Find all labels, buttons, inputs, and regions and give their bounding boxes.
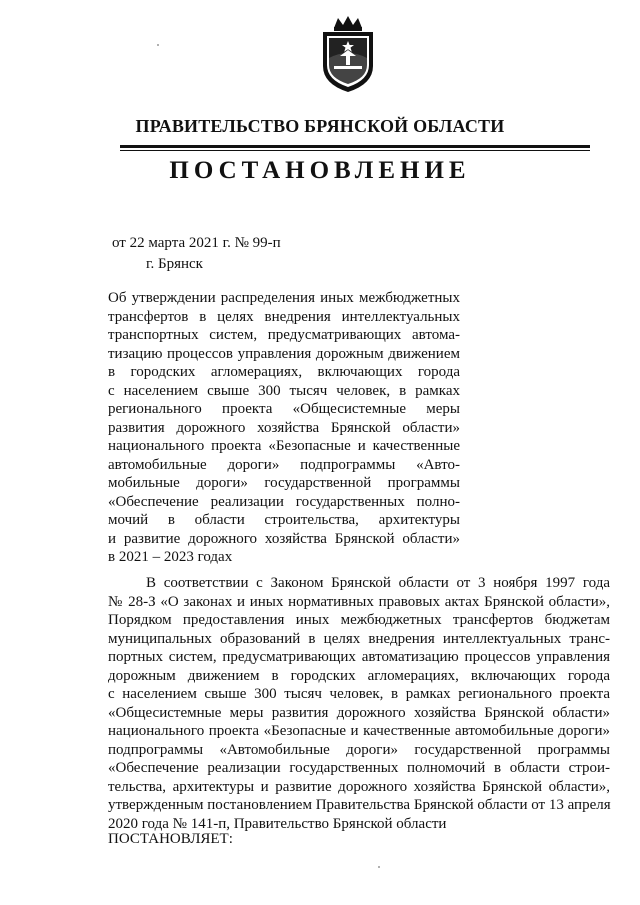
subject-line: с населением свыше 300 тысяч человек, в рамках — [108, 382, 460, 399]
document-subject — [108, 289, 460, 567]
header-rule-thick — [120, 145, 590, 148]
subject-line: национального проекта «Безопасные и качественные — [108, 438, 460, 454]
document-type-title: ПОСТАНОВЛЕНИЕ — [169, 157, 471, 184]
subject-line: Об утверждении распределения иных межбюджетных — [108, 290, 460, 306]
body-line: утвержденным постановлением Правительства Брянской области от 13 апреля — [108, 797, 611, 813]
subject-line: «Обеспечение реализации государственных полно- — [108, 493, 460, 510]
bryansk-coat-of-arms-icon — [318, 14, 378, 94]
document-date-number: от 22 марта 2021 г. № 99-п — [112, 235, 281, 251]
subject-line: тизацию процессов управления дорожным движением — [108, 345, 460, 362]
subject-line: мочий в области строительства, архитектуры — [108, 512, 460, 528]
subject-line: транспортных систем, предусматривающих автома- — [108, 327, 460, 343]
scan-speck — [378, 866, 380, 868]
body-line: дорожным движением в городских агломерациях, включающих города — [108, 667, 610, 684]
body-line: «Общесистемные меры развития дорожного хозяйства Брянской области» — [108, 704, 610, 721]
subject-line: автомобильные дороги» подпрограммы «Авто- — [108, 456, 460, 473]
body-line: «Обеспечение реализации государственных полномочий в области строи- — [108, 760, 610, 776]
body-line: Порядком предоставления иных межбюджетных трансфертов бюджетам — [108, 612, 610, 628]
body-line: портных систем, предусматривающих автоматизацию процессов управления — [108, 649, 610, 665]
body-line: 2020 года № 141-п, Правительство Брянской области — [108, 815, 447, 832]
subject-line: развития дорожного хозяйства Брянской области» — [108, 419, 460, 436]
body-line: с населением свыше 300 тысяч человек, в рамках регионального проекта — [108, 686, 610, 702]
document-body-paragraph — [108, 574, 610, 833]
body-line: национального проекта «Безопасные и качественные автомобильные дороги» — [108, 723, 610, 739]
body-line: подпрограммы «Автомобильные дороги» государственной программы — [108, 741, 610, 758]
body-line: № 28-З «О законах и иных нормативных правовых актах Брянской области», — [108, 593, 610, 610]
subject-line: мобильные дороги» государственной программы — [108, 475, 460, 491]
body-line: В соответствии с Законом Брянской области от 3 ноября 1997 года — [146, 575, 610, 591]
subject-line: в 2021 – 2023 годах — [108, 549, 233, 565]
document-city: г. Брянск — [146, 256, 203, 272]
scan-speck — [157, 44, 159, 46]
body-line: тельства, архитектуры и развитие дорожного хозяйства Брянской области», — [108, 778, 610, 795]
header-rule-thin — [120, 150, 590, 151]
subject-line: регионального проекта «Общесистемные меры — [108, 401, 460, 417]
subject-line: и развитие дорожного хозяйства Брянской области» — [108, 530, 460, 547]
subject-line: трансфертов в целях внедрения интеллектуальных — [108, 308, 460, 325]
decree-keyword: ПОСТАНОВЛЯЕТ: — [108, 831, 233, 847]
subject-line: в городских агломерациях, включающих города — [108, 364, 460, 380]
organization-title: ПРАВИТЕЛЬСТВО БРЯНСКОЙ ОБЛАСТИ — [135, 116, 505, 136]
body-line: муниципальных образований в целях внедрения интеллектуальных транс- — [108, 630, 610, 647]
